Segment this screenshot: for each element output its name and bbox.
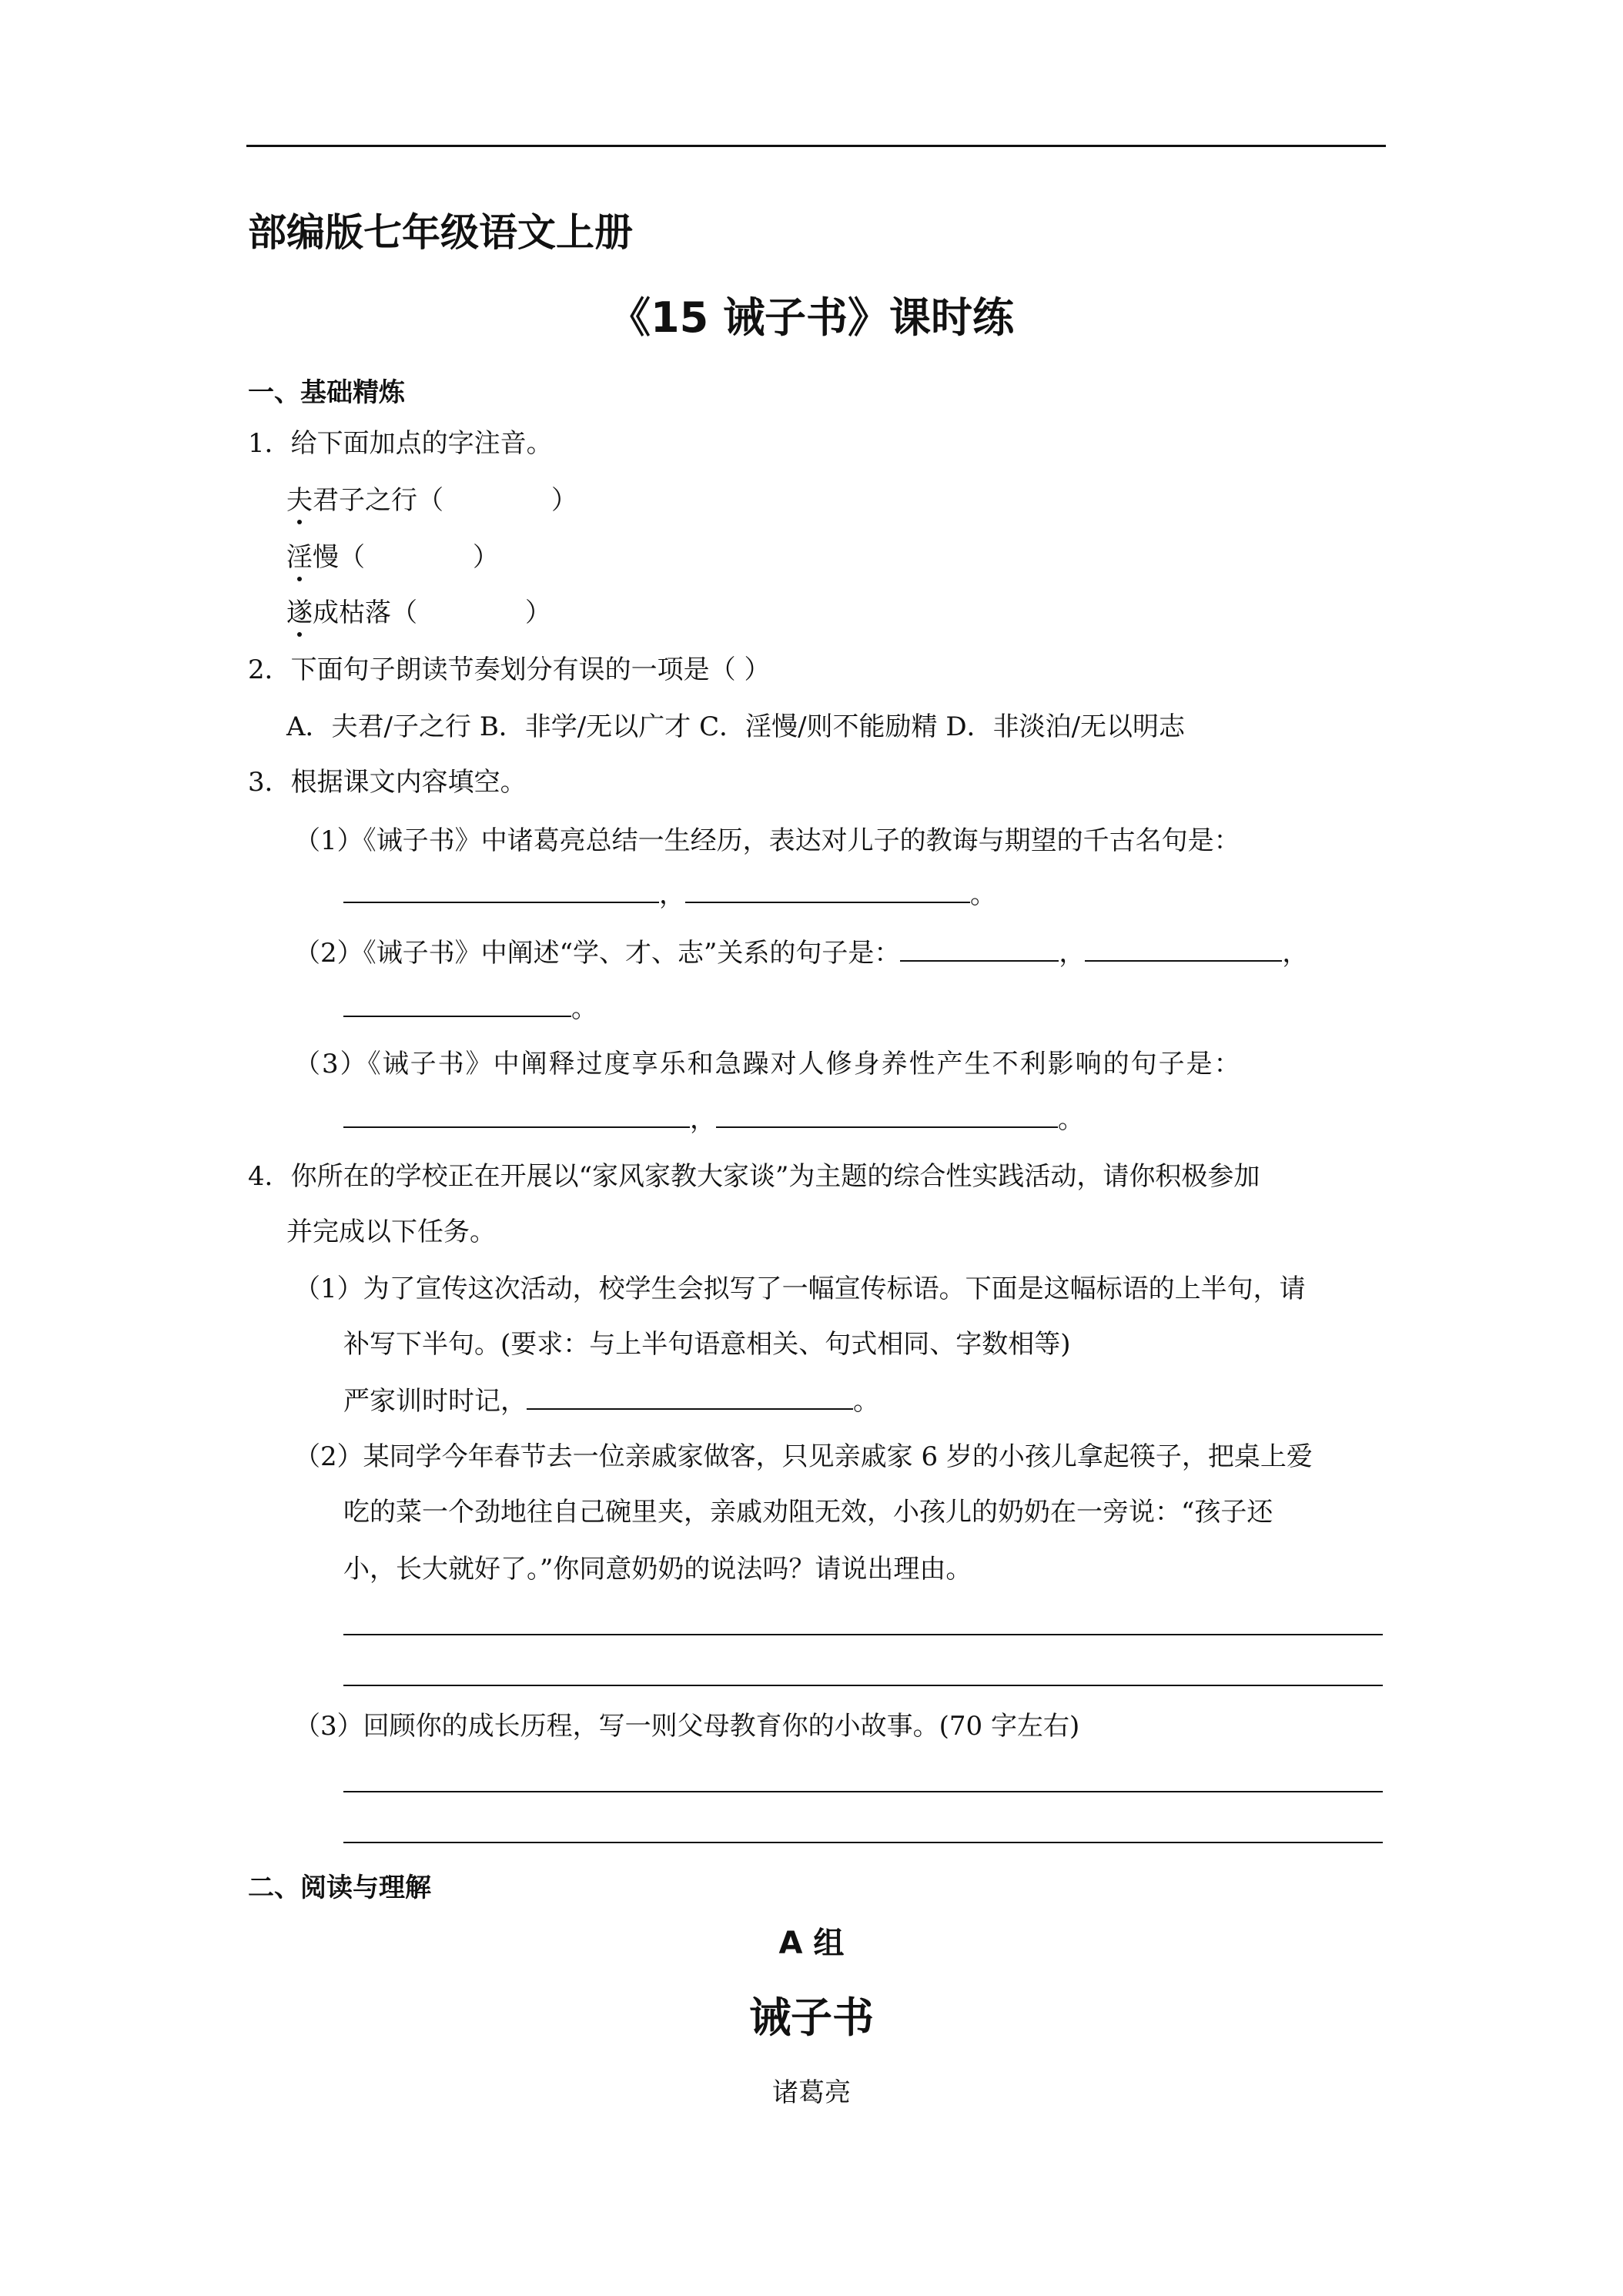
q3-part2: （2）《诫子书》中阐述“学、才、志”关系的句子是： ， ，: [294, 938, 1309, 969]
q1-item-2: 淫慢（ ）: [286, 536, 499, 574]
q4-stem-line1: 4．你所在的学校正在开展以“家风家教大家谈”为主题的综合性实践活动，请你积极参加: [248, 1161, 1260, 1192]
header-rule: [246, 145, 1386, 147]
q2-options: A．夫君/子之行 B．非学/无以广才 C．淫慢/则不能励精 D．非淡泊/无以明志: [286, 711, 1186, 742]
fill-blank[interactable]: [343, 879, 659, 903]
fill-blank[interactable]: [527, 1385, 853, 1410]
q4-sub1-line3: 严家训时时记， 。: [343, 1386, 879, 1417]
dotted-char: 淫: [286, 536, 313, 574]
q1-item-3: 遂成枯落（ ）: [286, 591, 551, 629]
fill-blank[interactable]: [716, 1103, 1058, 1128]
q4-sub2-line1: （2）某同学今年春节去一位亲戚家做客，只见亲戚家 6 岁的小孩儿拿起筷子，把桌上爱: [294, 1441, 1313, 1472]
q4-sub1-line1: （1）为了宣传这次活动，校学生会拟写了一幅宣传标语。下面是这幅标语的上半句，请: [294, 1274, 1306, 1304]
q3-part3-blanks: ， 。: [343, 1098, 1084, 1136]
fill-blank[interactable]: [343, 1103, 690, 1128]
q3-part2-blank2: 。: [343, 987, 597, 1025]
answer-line[interactable]: [343, 1634, 1383, 1635]
fill-blank[interactable]: [685, 879, 970, 903]
q4-sub3-line1: （3）回顾你的成长历程，写一则父母教育你的小故事。(70 字左右): [294, 1711, 1080, 1742]
q1-stem: 1．给下面加点的字注音。: [248, 428, 553, 459]
group-label: A 组: [778, 1926, 845, 1961]
q4-sub1-line2: 补写下半句。(要求：与上半句语意相关、句式相同、字数相等): [343, 1329, 1071, 1360]
fill-blank[interactable]: [1085, 937, 1282, 962]
fill-blank[interactable]: [900, 937, 1059, 962]
fill-blank[interactable]: [343, 992, 571, 1017]
reading-title: 诫子书: [749, 1993, 874, 2042]
q3-part3: （3）《诫子书》中阐释过度享乐和急躁对人修身养性产生不利影响的句子是：: [294, 1049, 1242, 1079]
book-title: 部编版七年级语文上册: [248, 210, 633, 255]
section1-heading: 一、基础精炼: [248, 377, 405, 408]
dotted-char: 夫: [286, 479, 313, 517]
answer-line[interactable]: [343, 1685, 1383, 1686]
q4-sub2-line2: 吃的菜一个劲地往自己碗里夹，亲戚劝阻无效，小孩儿的奶奶在一旁说：“孩子还: [343, 1497, 1273, 1528]
q3-stem: 3．根据课文内容填空。: [248, 767, 527, 798]
q3-part1-blanks: ， 。: [343, 873, 996, 911]
q2-stem: 2．下面句子朗读节奏划分有误的一项是（ ）: [248, 654, 771, 685]
q4-stem-line2: 并完成以下任务。: [286, 1217, 496, 1247]
reading-author: 诸葛亮: [772, 2077, 851, 2108]
lesson-title: 《15 诫子书》课时练: [609, 293, 1014, 342]
q4-sub2-line3: 小，长大就好了。”你同意奶奶的说法吗？请说出理由。: [343, 1554, 972, 1585]
q3-part1: （1）《诫子书》中诸葛亮总结一生经历，表达对儿子的教诲与期望的千古名句是：: [294, 825, 1240, 856]
dotted-char: 遂: [286, 591, 313, 629]
answer-line[interactable]: [343, 1791, 1383, 1792]
q1-item-1: 夫君子之行（ ）: [286, 479, 577, 517]
answer-line[interactable]: [343, 1842, 1383, 1843]
section2-heading: 二、阅读与理解: [248, 1873, 431, 1903]
